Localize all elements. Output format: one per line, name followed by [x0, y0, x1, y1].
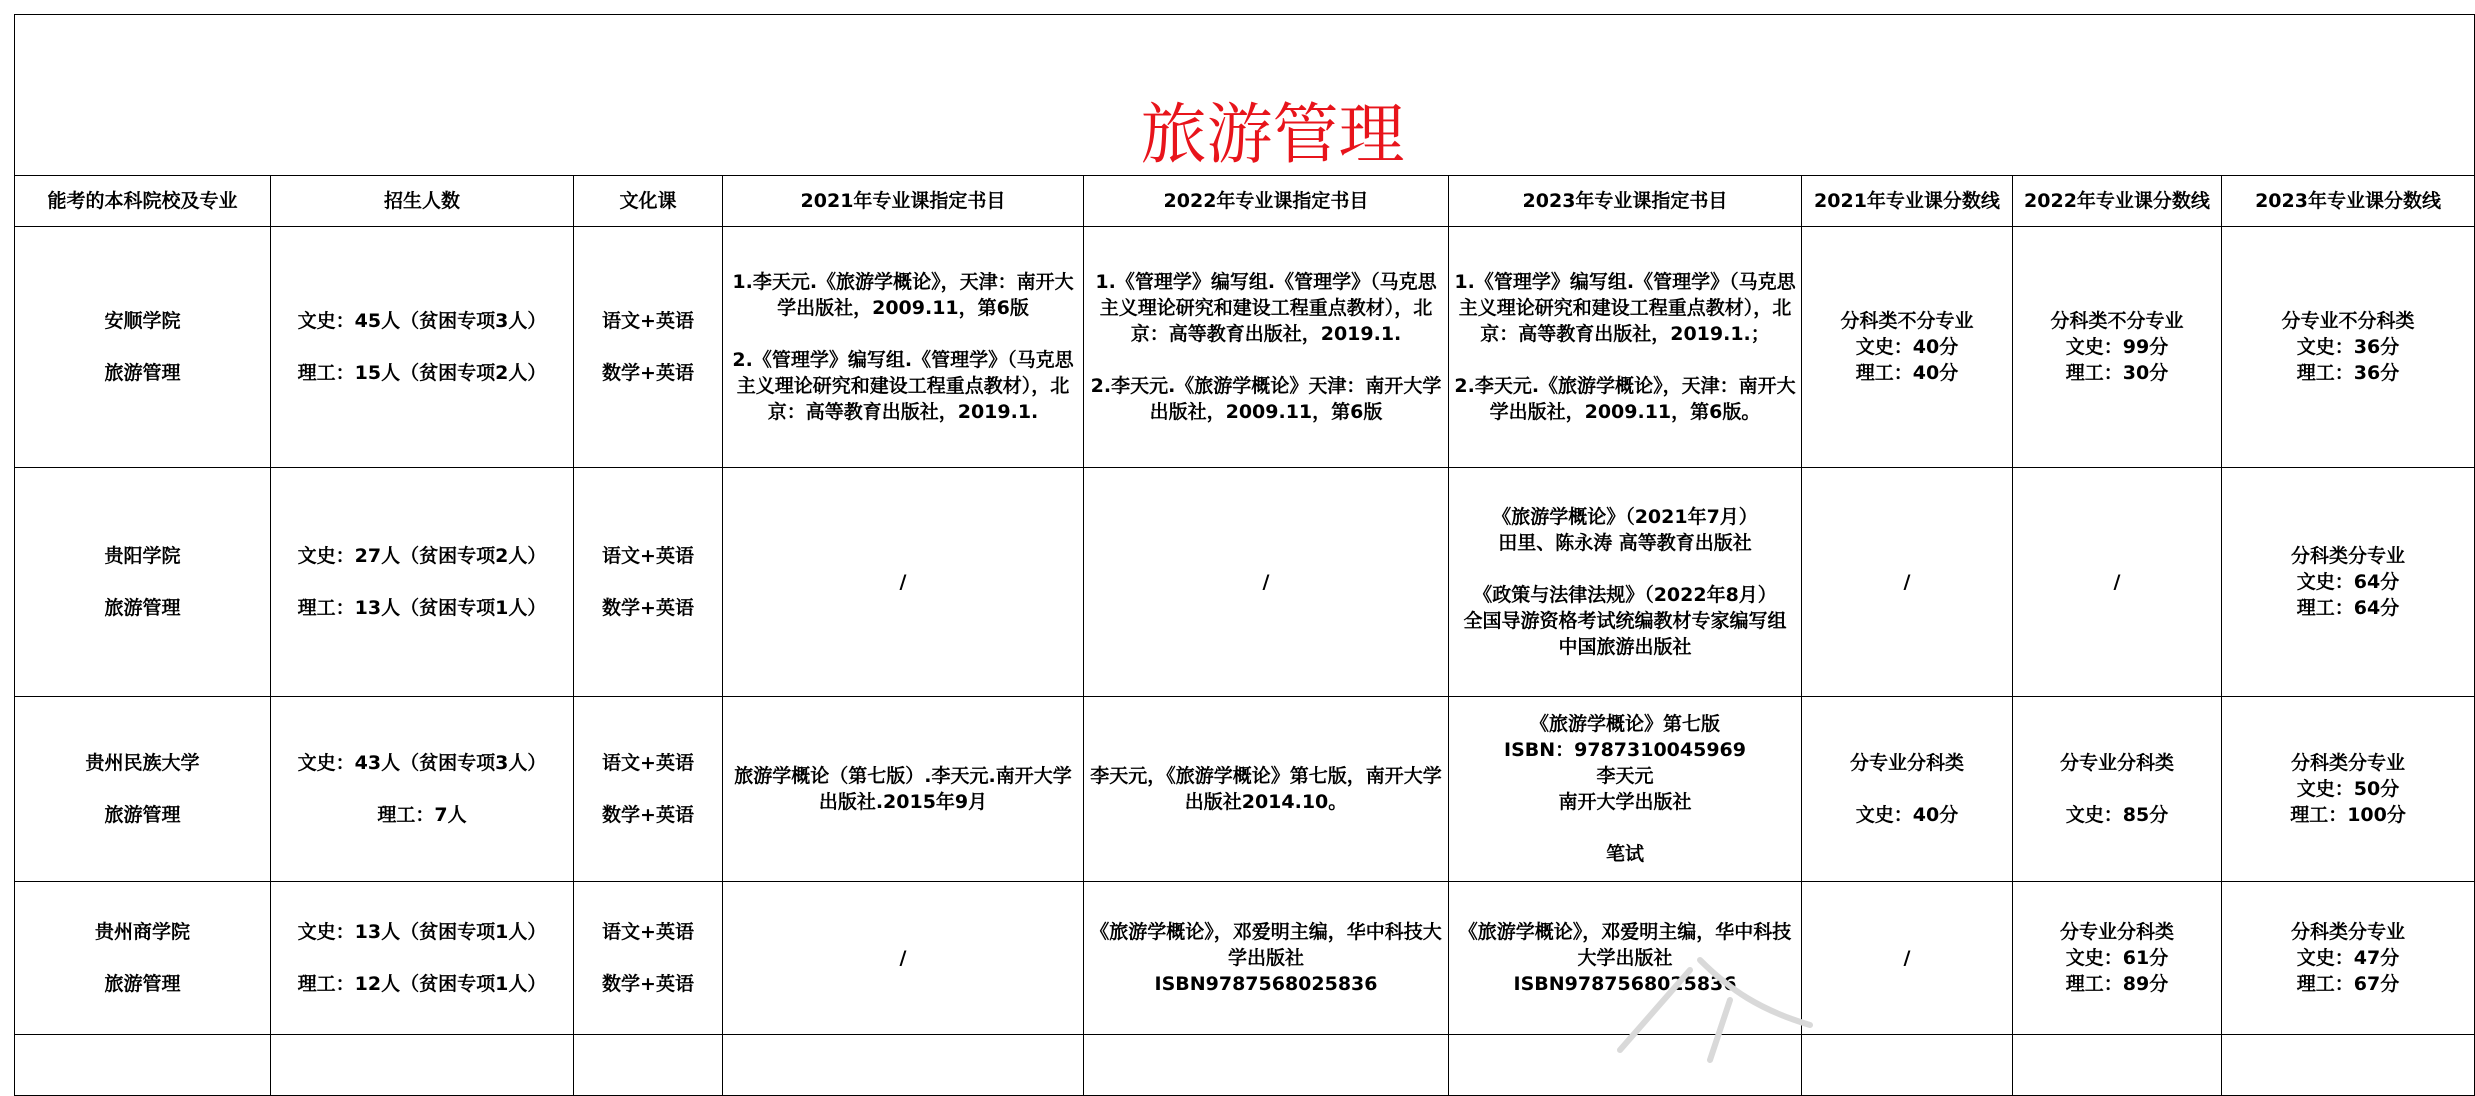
- major-name: 旅游管理: [104, 973, 181, 995]
- culture-subject-1: 语文+英语: [602, 921, 694, 943]
- books-2022-cell[interactable]: [1084, 227, 1449, 468]
- empty-cell[interactable]: [1084, 1035, 1449, 1096]
- score-2023-lines: [2226, 919, 2470, 997]
- books-2023-line: 《旅游学概论》第七版: [1529, 713, 1720, 735]
- school-name: 安顺学院: [104, 310, 181, 332]
- books-2021-line: 旅游学概论（第七版）.李天元.南开大学出版社.2015年9月: [734, 765, 1072, 813]
- books-2023-lines: [1453, 919, 1797, 997]
- empty-cell[interactable]: [574, 1035, 723, 1096]
- admission-table: [14, 14, 2475, 1096]
- score-2022-line: 理工：30分: [2065, 362, 2169, 384]
- score-2022-cell[interactable]: [2013, 468, 2222, 697]
- books-2023-lines: [1453, 711, 1797, 867]
- header-score-2023[interactable]: 2023年专业课分数线: [2222, 176, 2475, 227]
- school-name: 贵阳学院: [104, 545, 181, 567]
- books-2023-cell[interactable]: [1449, 468, 1802, 697]
- enrollment-li: 理工：12人（贫困专项1人）: [297, 973, 547, 995]
- line-gap: [1453, 815, 1797, 841]
- culture-subject-1: 语文+英语: [602, 545, 694, 567]
- culture-cell[interactable]: [574, 227, 723, 468]
- empty-cell[interactable]: [1802, 1035, 2013, 1096]
- enrollment-li: 理工：13人（贫困专项1人）: [297, 597, 547, 619]
- table-row: [15, 882, 2475, 1035]
- books-2021-lines: [727, 763, 1079, 815]
- score-2021-cell[interactable]: [1802, 468, 2013, 697]
- books-2022-lines: [1088, 919, 1444, 997]
- score-2021-line: /: [1903, 947, 1911, 969]
- books-2022-line: /: [1262, 571, 1270, 593]
- header-books-2023[interactable]: 2023年专业课指定书目: [1449, 176, 1802, 227]
- books-2023-line: 1.《管理学》编写组.《管理学》（马克思主义理论研究和建设工程重点教材），北京：高等教育出版社，2019.1.；: [1454, 271, 1796, 345]
- enrollment-cell[interactable]: [271, 227, 574, 468]
- score-2023-line: 理工：36分: [2296, 362, 2400, 384]
- header-enrollment[interactable]: 招生人数: [271, 176, 574, 227]
- header-culture-course[interactable]: 文化课: [574, 176, 723, 227]
- books-2021-line: /: [899, 947, 907, 969]
- score-2022-line: 分科类不分专业: [2050, 310, 2184, 332]
- books-2023-line: 田里、陈永涛 高等教育出版社: [1498, 532, 1752, 554]
- score-2021-line: 文史：40分: [1855, 336, 1959, 358]
- books-2023-line: 《旅游学概论》（2021年7月）: [1492, 506, 1758, 528]
- table-row: [15, 227, 2475, 468]
- major-name: 旅游管理: [104, 597, 181, 619]
- books-2023-line: ISBN：9787310045969: [1504, 739, 1746, 761]
- culture-subject-1: 语文+英语: [602, 752, 694, 774]
- score-2023-line: 分科类分专业: [2291, 545, 2406, 567]
- table-row: [15, 697, 2475, 882]
- header-books-2022[interactable]: 2022年专业课指定书目: [1084, 176, 1449, 227]
- books-2023-line: 李天元: [1596, 765, 1654, 787]
- sheet-title-cell[interactable]: [15, 15, 2475, 176]
- empty-cell[interactable]: [2222, 1035, 2475, 1096]
- header-score-2021[interactable]: 2021年专业课分数线: [1802, 176, 2013, 227]
- score-2021-line: 文史：40分: [1855, 804, 1959, 826]
- header-books-2021[interactable]: 2021年专业课指定书目: [723, 176, 1084, 227]
- books-2023-line: 南开大学出版社: [1558, 791, 1692, 813]
- school-cell[interactable]: [15, 697, 271, 882]
- score-2023-lines: [2226, 308, 2470, 386]
- score-2023-cell[interactable]: [2222, 227, 2475, 468]
- books-2021-line: /: [899, 571, 907, 593]
- books-2023-line: 2.李天元.《旅游学概论》，天津：南开大学出版社，2009.11，第6版。: [1454, 375, 1796, 423]
- school-stack: [19, 543, 266, 621]
- score-2021-cell[interactable]: [1802, 227, 2013, 468]
- header-school[interactable]: 能考的本科院校及专业: [15, 176, 271, 227]
- header-score-2022[interactable]: 2022年专业课分数线: [2013, 176, 2222, 227]
- culture-subject-1: 语文+英语: [602, 310, 694, 332]
- score-2021-lines: [1806, 308, 2008, 386]
- table-row: [15, 468, 2475, 697]
- books-2021-lines: [727, 945, 1079, 971]
- major-name: 旅游管理: [104, 804, 181, 826]
- score-2023-cell[interactable]: [2222, 697, 2475, 882]
- books-2023-lines: [1453, 269, 1797, 425]
- culture-stack: [578, 308, 718, 386]
- score-2023-line: 分科类分专业: [2291, 752, 2406, 774]
- line-gap: [1806, 776, 2008, 802]
- score-2023-lines: [2226, 543, 2470, 621]
- score-2023-line: 理工：100分: [2290, 804, 2406, 826]
- header-row: [15, 176, 2475, 227]
- enrollment-li: 理工：15人（贫困专项2人）: [297, 362, 547, 384]
- books-2022-lines: [1088, 569, 1444, 595]
- score-2022-cell[interactable]: [2013, 882, 2222, 1035]
- enrollment-cell[interactable]: [271, 468, 574, 697]
- books-2022-cell[interactable]: [1084, 468, 1449, 697]
- books-2023-line: 全国导游资格考试统编教材专家编写组 中国旅游出版社: [1463, 610, 1787, 658]
- enrollment-wen: 文史：43人（贫困专项3人）: [297, 752, 547, 774]
- culture-cell[interactable]: [574, 882, 723, 1035]
- empty-cell[interactable]: [1449, 1035, 1802, 1096]
- empty-cell[interactable]: [723, 1035, 1084, 1096]
- score-2023-line: 文史：47分: [2296, 947, 2400, 969]
- books-2022-line: 《旅游学概论》，邓爱明主编，华中科技大学出版社: [1090, 921, 1442, 969]
- score-2023-line: 文史：50分: [2296, 778, 2400, 800]
- school-cell[interactable]: [15, 882, 271, 1035]
- line-gap: [1088, 347, 1444, 373]
- score-2021-line: 分科类不分专业: [1840, 310, 1974, 332]
- score-2023-line: 文史：36分: [2296, 336, 2400, 358]
- books-2022-line: ISBN9787568025836: [1154, 973, 1378, 995]
- culture-subject-2: 数学+英语: [602, 597, 694, 619]
- culture-subject-2: 数学+英语: [602, 973, 694, 995]
- books-2022-line: 2.李天元.《旅游学概论》天津：南开大学出版社，2009.11，第6版: [1090, 375, 1442, 423]
- score-2022-lines: [2017, 750, 2217, 828]
- books-2021-cell[interactable]: [723, 227, 1084, 468]
- culture-cell[interactable]: [574, 468, 723, 697]
- enrollment-cell[interactable]: [271, 882, 574, 1035]
- major-name: 旅游管理: [104, 362, 181, 384]
- enrollment-stack: [275, 750, 569, 828]
- books-2021-cell[interactable]: [723, 882, 1084, 1035]
- books-2021-line: 2.《管理学》编写组.《管理学》（马克思主义理论研究和建设工程重点教材），北京：高等教育出版社，2019.1.: [732, 349, 1074, 423]
- books-2022-cell[interactable]: [1084, 697, 1449, 882]
- score-2022-line: 理工：89分: [2065, 973, 2169, 995]
- books-2022-line: 李天元，《旅游学概论》第七版，南开大学出版社2014.10。: [1090, 765, 1442, 813]
- score-2022-line: 文史：99分: [2065, 336, 2169, 358]
- score-2022-lines: [2017, 919, 2217, 997]
- culture-stack: [578, 543, 718, 621]
- sheet-title: 旅游管理: [1140, 96, 1405, 173]
- culture-stack: [578, 919, 718, 997]
- score-2021-line: 理工：40分: [1855, 362, 1959, 384]
- books-2022-lines: [1088, 269, 1444, 425]
- line-gap: [2017, 776, 2217, 802]
- score-2021-cell[interactable]: [1802, 882, 2013, 1035]
- books-2023-cell[interactable]: [1449, 227, 1802, 468]
- empty-cell[interactable]: [271, 1035, 574, 1096]
- score-2022-line: 分专业分科类: [2059, 752, 2174, 774]
- score-2021-lines: [1806, 750, 2008, 828]
- books-2021-cell[interactable]: [723, 697, 1084, 882]
- score-2021-lines: [1806, 569, 2008, 595]
- books-2021-lines: [727, 269, 1079, 425]
- score-2023-line: 分专业不分科类: [2281, 310, 2415, 332]
- school-stack: [19, 750, 266, 828]
- books-2021-lines: [727, 569, 1079, 595]
- score-2022-cell[interactable]: [2013, 227, 2222, 468]
- enrollment-wen: 文史：45人（贫困专项3人）: [297, 310, 547, 332]
- culture-subject-2: 数学+英语: [602, 804, 694, 826]
- books-2023-cell[interactable]: [1449, 697, 1802, 882]
- line-gap: [1453, 347, 1797, 373]
- score-2022-line: /: [2113, 571, 2121, 593]
- school-stack: [19, 919, 266, 997]
- books-2023-line: 《政策与法律法规》（2022年8月）: [1473, 584, 1777, 606]
- enrollment-wen: 文史：27人（贫困专项2人）: [297, 545, 547, 567]
- score-2022-line: 分专业分科类: [2059, 921, 2174, 943]
- books-2022-cell[interactable]: [1084, 882, 1449, 1035]
- enrollment-stack: [275, 919, 569, 997]
- score-2022-line: 文史：85分: [2065, 804, 2169, 826]
- score-2023-line: 分科类分专业: [2291, 921, 2406, 943]
- score-2023-line: 理工：67分: [2296, 973, 2400, 995]
- score-2023-line: 理工：64分: [2296, 597, 2400, 619]
- school-name: 贵州商学院: [94, 921, 190, 943]
- enrollment-li: 理工：7人: [377, 804, 467, 826]
- score-2021-lines: [1806, 945, 2008, 971]
- score-2023-line: 文史：64分: [2296, 571, 2400, 593]
- culture-stack: [578, 750, 718, 828]
- enrollment-cell[interactable]: [271, 697, 574, 882]
- score-2023-cell[interactable]: [2222, 882, 2475, 1035]
- enrollment-wen: 文史：13人（贫困专项1人）: [297, 921, 547, 943]
- empty-cell[interactable]: [15, 1035, 271, 1096]
- enrollment-stack: [275, 543, 569, 621]
- score-2022-line: 文史：61分: [2065, 947, 2169, 969]
- empty-cell[interactable]: [2013, 1035, 2222, 1096]
- line-gap: [727, 321, 1079, 347]
- books-2023-line: ISBN9787568025836: [1513, 973, 1737, 995]
- school-name: 贵州民族大学: [85, 752, 200, 774]
- culture-subject-2: 数学+英语: [602, 362, 694, 384]
- score-2021-cell[interactable]: [1802, 697, 2013, 882]
- line-gap: [1453, 556, 1797, 582]
- books-2022-line: 1.《管理学》编写组.《管理学》（马克思主义理论研究和建设工程重点教材），北京：高等教育出版社，2019.1.: [1095, 271, 1437, 345]
- school-stack: [19, 308, 266, 386]
- books-2023-line: 笔试: [1605, 843, 1644, 865]
- enrollment-stack: [275, 308, 569, 386]
- books-2023-line: 《旅游学概论》，邓爱明主编，华中科技大学出版社: [1458, 921, 1792, 969]
- school-cell[interactable]: [15, 468, 271, 697]
- score-2021-line: /: [1903, 571, 1911, 593]
- books-2021-cell[interactable]: [723, 468, 1084, 697]
- score-2023-cell[interactable]: [2222, 468, 2475, 697]
- score-2023-lines: [2226, 750, 2470, 828]
- books-2023-lines: [1453, 504, 1797, 660]
- books-2022-lines: [1088, 763, 1444, 815]
- books-2023-cell[interactable]: [1449, 882, 1802, 1035]
- culture-cell[interactable]: [574, 697, 723, 882]
- score-2022-lines: [2017, 569, 2217, 595]
- score-2022-cell[interactable]: [2013, 697, 2222, 882]
- school-cell[interactable]: [15, 227, 271, 468]
- score-2021-line: 分专业分科类: [1849, 752, 1964, 774]
- score-2022-lines: [2017, 308, 2217, 386]
- table-row-partial: [15, 1035, 2475, 1096]
- books-2021-line: 1.李天元.《旅游学概论》，天津：南开大学出版社，2009.11，第6版: [732, 271, 1074, 319]
